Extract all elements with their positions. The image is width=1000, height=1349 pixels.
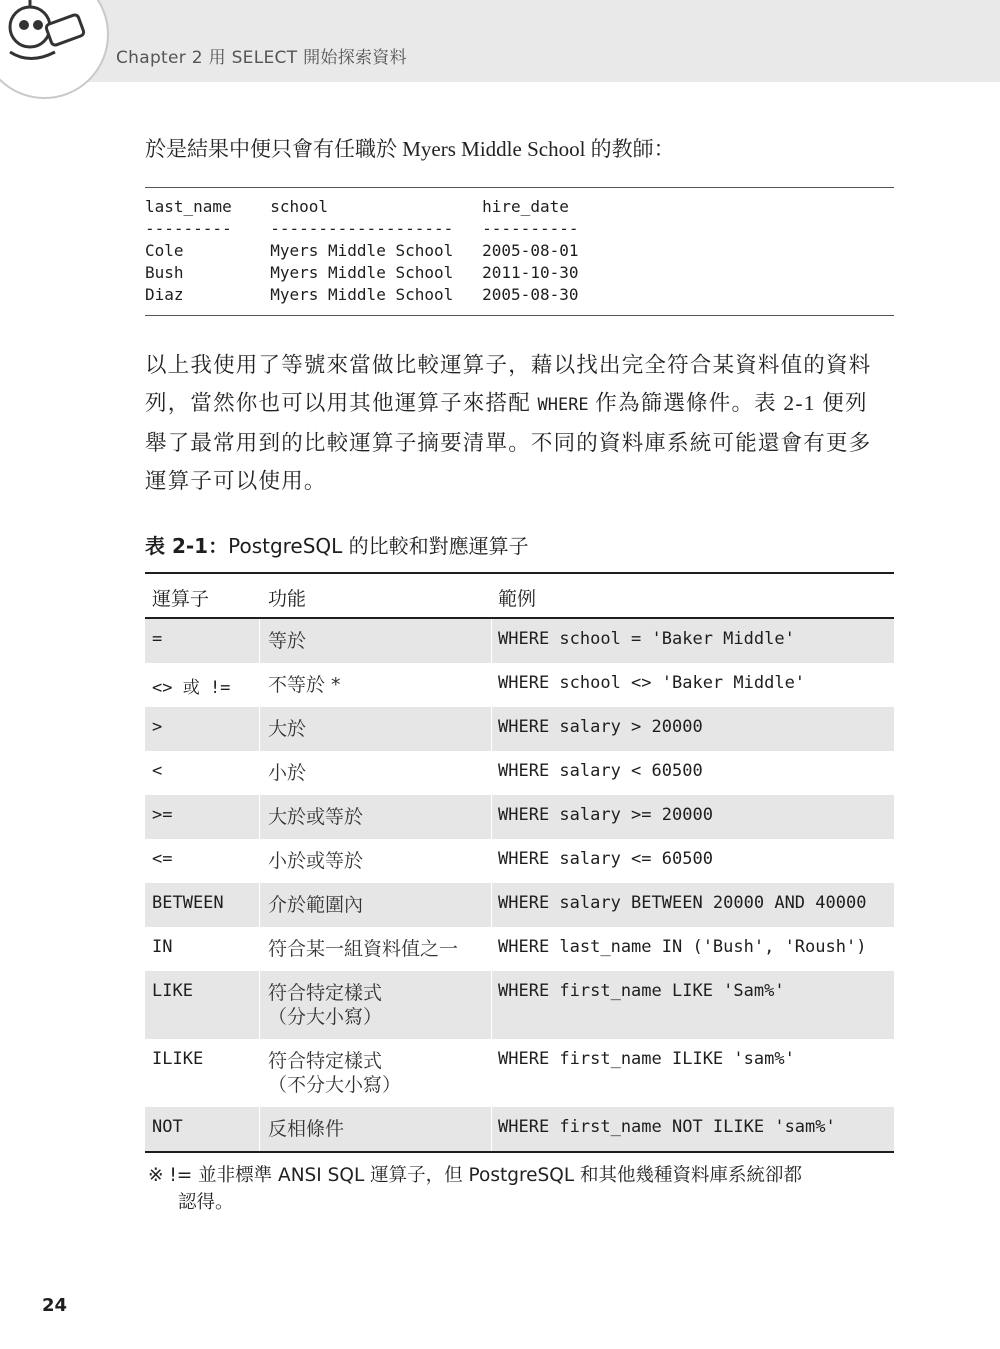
- footnote-line: ※ != 並非標準 ANSI SQL 運算子，但 PostgreSQL 和其他幾種資料庫系統卻都: [148, 1165, 803, 1186]
- example-cell: WHERE school <> 'Baker Middle': [498, 673, 806, 693]
- function-cell: [268, 981, 382, 1029]
- operator-cell: NOT: [152, 1117, 183, 1137]
- function-cell: [268, 1049, 401, 1097]
- function-text: 符合特定樣式: [268, 1050, 383, 1072]
- example-cell: WHERE salary < 60500: [498, 761, 703, 781]
- operator-cell: <> 或 !=: [152, 678, 231, 698]
- function-text-note: （分大小寫）: [268, 1006, 383, 1028]
- function-cell: 介於範圍內: [268, 894, 364, 916]
- operator-cell: BETWEEN: [152, 893, 224, 913]
- operator-cell: >: [152, 717, 163, 737]
- paragraph-text: 列，當然你也可以用其他運算子來搭配: [145, 391, 538, 415]
- function-cell: 大於: [268, 718, 307, 740]
- paragraph-text: 作為篩選條件。表 2-1 便列: [588, 391, 868, 415]
- table-row: [145, 1039, 894, 1107]
- table-caption-label: 表 2-1：: [145, 534, 229, 558]
- operator-cell: <=: [152, 849, 173, 869]
- example-cell: WHERE first_name ILIKE 'sam%': [498, 1049, 795, 1069]
- table-row: [145, 927, 894, 971]
- function-cell: 大於或等於: [268, 806, 364, 828]
- paragraph-line: [145, 384, 895, 424]
- example-cell: WHERE school = 'Baker Middle': [498, 629, 795, 649]
- intro-text: 於是結果中便只會有任職於 Myers Middle School 的教師：: [145, 137, 675, 161]
- example-cell: WHERE salary >= 20000: [498, 805, 713, 825]
- table-row: [145, 1107, 894, 1151]
- column-header-function: 功能: [268, 588, 307, 610]
- operator-table: [145, 572, 894, 1153]
- robot-mascot-icon: [0, 0, 109, 99]
- function-text: 符合特定樣式: [268, 982, 383, 1004]
- example-cell: WHERE first_name LIKE 'Sam%': [498, 981, 785, 1001]
- footnote-line: 認得。: [178, 1192, 234, 1213]
- table-caption-title: PostgreSQL 的比較和對應運算子: [228, 534, 529, 558]
- where-keyword: WHERE: [537, 395, 589, 415]
- table-row: [145, 839, 894, 883]
- table-row: [145, 707, 894, 751]
- example-cell: WHERE salary > 20000: [498, 717, 703, 737]
- table-row: [145, 883, 894, 927]
- table-row: [145, 971, 894, 1039]
- paragraph-line: 運算子可以使用。: [145, 469, 327, 493]
- result-row: Bush Myers Middle School 2011-10-30: [145, 263, 579, 282]
- table-row: [145, 751, 894, 795]
- body-paragraph: [145, 346, 895, 500]
- result-separator-line: --------- ------------------- ----------: [145, 219, 579, 238]
- page-header: [0, 0, 1000, 82]
- function-cell: 符合某一組資料值之一: [268, 938, 459, 960]
- result-row: Cole Myers Middle School 2005-08-01: [145, 241, 579, 260]
- page-number: 24: [42, 1295, 68, 1316]
- example-cell: WHERE first_name NOT ILIKE 'sam%': [498, 1117, 836, 1137]
- example-cell: WHERE salary <= 60500: [498, 849, 713, 869]
- operator-cell: LIKE: [152, 981, 193, 1001]
- function-cell: 小於: [268, 762, 307, 784]
- paragraph-line: 舉了最常用到的比較運算子摘要清單。不同的資料庫系統可能還會有更多: [145, 431, 872, 455]
- paragraph-line: 以上我使用了等號來當做比較運算子，藉以找出完全符合某資料值的資料: [145, 353, 872, 377]
- table-caption: [145, 530, 529, 559]
- table-footnote: [148, 1162, 898, 1216]
- table-row: [145, 663, 894, 707]
- function-cell: 不等於 *: [268, 674, 341, 696]
- operator-cell: IN: [152, 937, 173, 957]
- column-header-example: 範例: [498, 588, 537, 610]
- function-cell: 等於: [268, 630, 307, 652]
- query-result-block: [145, 187, 894, 316]
- function-cell: 反相條件: [268, 1118, 345, 1140]
- operator-cell: ILIKE: [152, 1049, 204, 1069]
- example-cell: WHERE last_name IN ('Bush', 'Roush'): [498, 937, 867, 957]
- column-header-operator: 運算子: [152, 588, 210, 610]
- table-header-row: [145, 574, 894, 619]
- chapter-title: Chapter 2 用 SELECT 開始探索資料: [116, 48, 407, 68]
- function-text-note: （不分大小寫）: [268, 1074, 402, 1096]
- operator-cell: =: [152, 629, 163, 649]
- example-cell: WHERE salary BETWEEN 20000 AND 40000: [498, 893, 867, 913]
- table-row: [145, 619, 894, 663]
- operator-cell: <: [152, 761, 163, 781]
- table-row: [145, 795, 894, 839]
- function-cell: 小於或等於: [268, 850, 364, 872]
- result-row: Diaz Myers Middle School 2005-08-30: [145, 285, 579, 304]
- operator-cell: >=: [152, 805, 173, 825]
- result-header-line: last_name school hire_date: [145, 197, 569, 216]
